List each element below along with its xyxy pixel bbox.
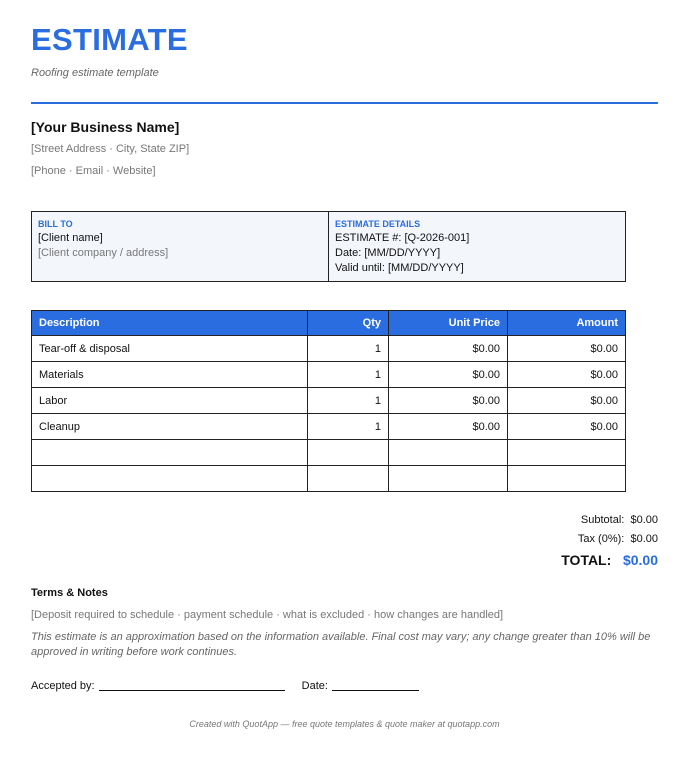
table-row: [32, 362, 626, 388]
bill-to-section: [32, 212, 328, 281]
cell-qty: 1: [308, 414, 389, 440]
line-items-table: [31, 310, 626, 492]
column-header-amount: Amount: [508, 311, 626, 336]
accepted-by-signature-line: [99, 690, 285, 691]
tax-row: [358, 533, 658, 545]
cell-description: Labor: [32, 388, 308, 414]
header-divider: [31, 102, 658, 104]
client-company: [Client company / address]: [38, 247, 169, 259]
total-row: [358, 552, 658, 568]
column-header-description: Description: [32, 311, 308, 336]
cell-qty: 1: [308, 362, 389, 388]
column-header-unit-price: Unit Price: [389, 311, 508, 336]
tax-label: Tax (0%):: [577, 533, 625, 545]
footer-credit: Created with QuotApp — free quote templates & quote maker at quotapp.com: [189, 719, 500, 729]
cell-unit-price: $0.00: [389, 388, 508, 414]
acceptance-date-label: Date:: [301, 680, 328, 692]
info-box: [31, 211, 626, 282]
cell-qty: [308, 440, 389, 466]
estimate-details-section: [328, 212, 625, 281]
cell-qty: 1: [308, 336, 389, 362]
terms-disclaimer: This estimate is an approximation based on the information available. Final cost may vary; any change greater than 10% will be approved in writing before work continues.: [31, 631, 651, 658]
cell-unit-price: [389, 440, 508, 466]
total-label: TOTAL:: [561, 552, 612, 568]
cell-description: Materials: [32, 362, 308, 388]
accepted-by-label: Accepted by:: [31, 680, 95, 692]
cell-amount: [508, 466, 626, 492]
subtotal-row: [358, 514, 658, 526]
cell-qty: [308, 466, 389, 492]
estimate-valid-until: Valid until: [MM/DD/YYYY]: [335, 262, 464, 274]
subtotal-label: Subtotal:: [580, 514, 625, 526]
acceptance-date-line: [332, 690, 419, 691]
terms-placeholder: [Deposit required to schedule · payment schedule · what is excluded · how changes are handled]: [31, 609, 504, 621]
table-row: [32, 466, 626, 492]
cell-amount: $0.00: [508, 414, 626, 440]
tax-value: $0.00: [630, 533, 658, 545]
page-subtitle: Roofing estimate template: [31, 67, 159, 79]
cell-description: Cleanup: [32, 414, 308, 440]
cell-unit-price: $0.00: [389, 414, 508, 440]
terms-heading: Terms & Notes: [31, 587, 108, 599]
column-header-qty: Qty: [308, 311, 389, 336]
cell-unit-price: $0.00: [389, 336, 508, 362]
subtotal-value: $0.00: [630, 514, 658, 526]
table-row: [32, 388, 626, 414]
table-row: [32, 414, 626, 440]
cell-qty: 1: [308, 388, 389, 414]
client-name: [Client name]: [38, 232, 103, 244]
business-name: [Your Business Name]: [31, 119, 180, 135]
cell-amount: [508, 440, 626, 466]
bill-to-label: BILL TO: [38, 219, 73, 229]
cell-amount: $0.00: [508, 336, 626, 362]
table-row: [32, 336, 626, 362]
estimate-number: ESTIMATE #: [Q-2026-001]: [335, 232, 470, 244]
estimate-details-label: ESTIMATE DETAILS: [335, 219, 421, 229]
business-contact: [Phone · Email · Website]: [31, 165, 156, 177]
estimate-date: Date: [MM/DD/YYYY]: [335, 247, 441, 259]
page-title: ESTIMATE: [31, 22, 188, 57]
table-header-row: [32, 311, 626, 336]
acceptance-row: [31, 680, 419, 692]
cell-amount: $0.00: [508, 388, 626, 414]
cell-unit-price: $0.00: [389, 362, 508, 388]
cell-description: [32, 440, 308, 466]
cell-unit-price: [389, 466, 508, 492]
cell-amount: $0.00: [508, 362, 626, 388]
table-row: [32, 440, 626, 466]
business-address: [Street Address · City, State ZIP]: [31, 143, 190, 155]
cell-description: Tear-off & disposal: [32, 336, 308, 362]
total-value: $0.00: [622, 552, 658, 568]
cell-description: [32, 466, 308, 492]
